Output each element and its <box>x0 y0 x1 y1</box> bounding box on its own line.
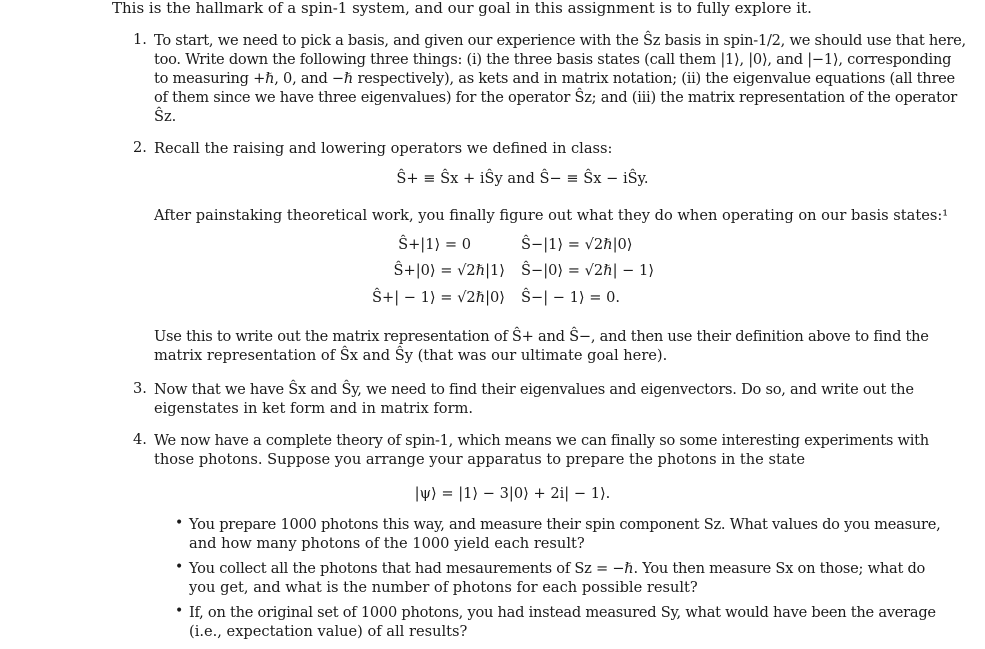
bullet-3-marker: • <box>175 603 184 619</box>
item-1-line-2: too. Write down the following three things: (i) the three basis states (call them |1⟩, |0⟩, and |−1⟩, corresponding <box>154 51 952 68</box>
item-4-line-1: We now have a complete theory of spin-1, which means we can finally so some interesting experiments with <box>154 432 929 449</box>
item-1-line-1: To start, we need to pick a basis, and given our experience with the Ŝz basis in spin-1/2, we should use that here, <box>154 32 966 49</box>
item-2-closing-line-1: Use this to write out the matrix representation of Ŝ+ and Ŝ−, and then use their definition above to find the <box>154 328 929 345</box>
bullet-1-line-2: and how many photons of the 1000 yield each result? <box>189 535 585 552</box>
item-3-line-1: Now that we have Ŝx and Ŝy, we need to find their eigenvalues and eigenvectors. Do so, and write out the <box>154 381 914 398</box>
item-2-after-text: After painstaking theoretical work, you finally figure out what they do when operating on our basis states:¹ <box>154 207 949 224</box>
bullet-1-line-1: You prepare 1000 photons this way, and measure their spin component Sz. What values do you measure, <box>189 516 941 533</box>
item-3-line-2: eigenstates in ket form and in matrix form. <box>154 400 474 417</box>
intro-text: This is the hallmark of a spin-1 system, and our goal in this assignment is to fully explore it. <box>112 0 812 17</box>
raising-lowering-equation: Ŝ+ ≡ Ŝx + iŜy and Ŝ− ≡ Ŝx − iŜy. <box>396 170 649 187</box>
operator-table-r2-c2: Ŝ−|0⟩ = √2ℏ| − 1⟩ <box>521 262 655 279</box>
bullet-3-line-2: (i.e., expectation value) of all results? <box>189 623 468 640</box>
operator-table-r3-c2: Ŝ−| − 1⟩ = 0. <box>521 289 621 306</box>
item-1-number: 1. <box>133 31 147 48</box>
item-2-number: 2. <box>133 139 147 156</box>
item-4-line-2: those photons. Suppose you arrange your apparatus to prepare the photons in the state <box>154 451 806 468</box>
item-1-line-3: to measuring +ℏ, 0, and −ℏ respectively), as kets and in matrix notation; (ii) the eigenvalue equations (all three <box>154 70 955 87</box>
item-2-closing-line-2: matrix representation of Ŝx and Ŝy (that was our ultimate goal here). <box>154 347 668 364</box>
operator-table-r3-c1: Ŝ+| − 1⟩ = √2ℏ|0⟩ <box>371 289 505 306</box>
state-equation: |ψ⟩ = |1⟩ − 3|0⟩ + 2i| − 1⟩. <box>414 485 611 502</box>
item-1-line-4: of them since we have three eigenvalues) for the operator Ŝz; and (iii) the matrix representation of the operator <box>154 89 957 106</box>
item-1-line-5: Ŝz. <box>154 108 177 125</box>
bullet-2-marker: • <box>175 559 184 575</box>
operator-table-r2-c1: Ŝ+|0⟩ = √2ℏ|1⟩ <box>393 262 505 279</box>
operator-table-r1-c2: Ŝ−|1⟩ = √2ℏ|0⟩ <box>521 236 633 253</box>
bullet-2-line-1: You collect all the photons that had mesaurements of Sz = −ℏ. You then measure Sx on those; what do <box>189 560 926 577</box>
item-3-number: 3. <box>133 380 147 397</box>
item-2-line-1: Recall the raising and lowering operators we defined in class: <box>154 140 613 157</box>
bullet-3-line-1: If, on the original set of 1000 photons, you had instead measured Sy, what would have been the average <box>189 604 936 621</box>
bullet-1-marker: • <box>175 515 184 531</box>
item-4-number: 4. <box>133 431 147 448</box>
operator-table-r1-c1: Ŝ+|1⟩ = 0 <box>398 236 471 253</box>
bullet-2-line-2: you get, and what is the number of photons for each possible result? <box>189 579 698 596</box>
